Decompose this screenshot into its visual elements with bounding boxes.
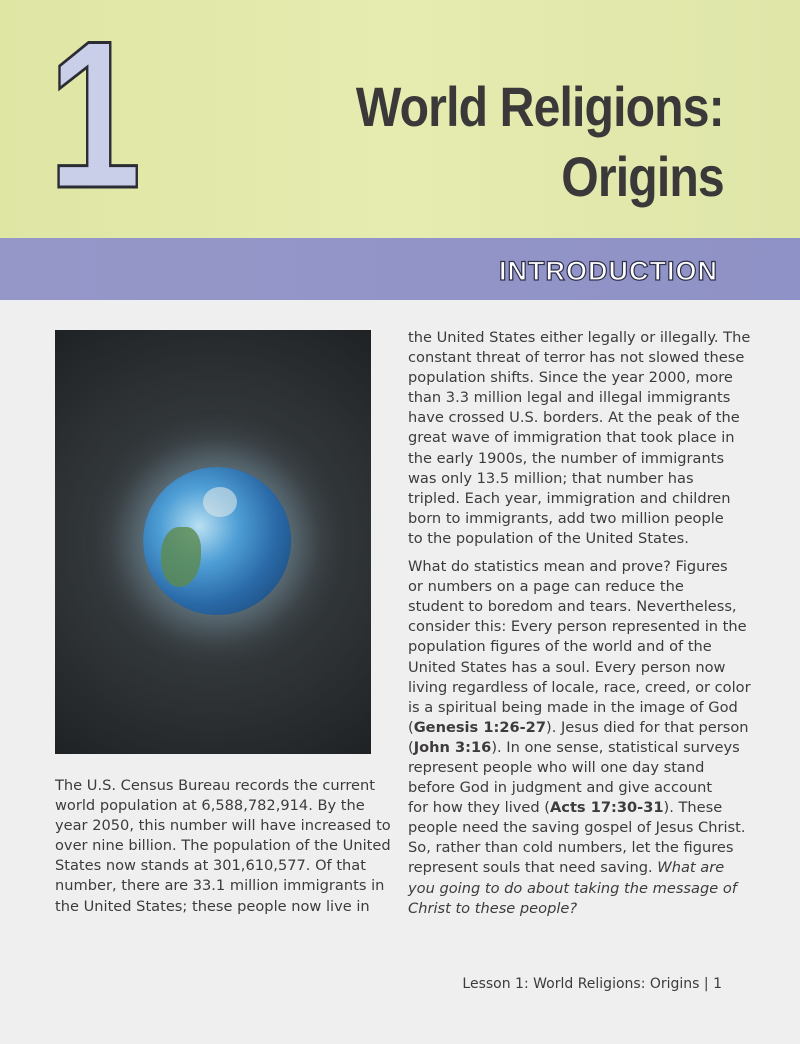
text-segment: have crossed U.S. borders. At the peak of the <box>408 409 740 427</box>
section-heading: INTRODUCTION <box>499 256 718 286</box>
text-segment: What do statistics mean and prove? Figures <box>408 558 728 576</box>
text-segment: population shifts. Since the year 2000, more <box>408 369 733 387</box>
emphasis-text: you going to do about taking the message of <box>408 879 737 897</box>
text-segment: than 3.3 million legal and illegal immigrants <box>408 389 731 407</box>
paragraph <box>408 328 751 549</box>
text-line <box>55 796 391 816</box>
text-line <box>408 388 751 408</box>
cloud-shape <box>203 487 237 517</box>
text-segment: to the population of the United States. <box>408 529 689 547</box>
text-segment: people need the saving gospel of Jesus Christ. <box>408 819 746 837</box>
scripture-reference: John 3:16 <box>413 738 492 756</box>
text-line <box>408 899 751 919</box>
text-line <box>408 858 751 878</box>
text-segment: population figures of the world and of the <box>408 638 712 656</box>
text-line <box>408 428 751 448</box>
text-line <box>408 449 751 469</box>
earth-photo <box>55 330 371 754</box>
text-line <box>408 408 751 428</box>
text-segment: world population at 6,588,782,914. By the <box>55 797 365 815</box>
page-footer: Lesson 1: World Religions: Origins | 1 <box>462 976 722 992</box>
text-line <box>55 856 391 876</box>
text-segment: the early 1900s, the number of immigrants <box>408 449 725 467</box>
text-segment: born to immigrants, add two million people <box>408 509 724 527</box>
text-segment: number, there are 33.1 million immigrants in <box>55 877 385 895</box>
text-segment: the United States either legally or illegally. The <box>408 329 751 346</box>
text-segment: or numbers on a page can reduce the <box>408 578 684 596</box>
text-line <box>408 718 751 738</box>
text-segment: represent people who will one day stand <box>408 758 705 776</box>
text-segment: ). Jesus died for that person <box>546 718 749 736</box>
chapter-title <box>356 72 724 212</box>
text-line <box>55 836 391 856</box>
paragraph <box>55 776 391 917</box>
chapter-number: 1 <box>48 0 142 232</box>
text-line <box>408 577 751 597</box>
text-line <box>408 818 751 838</box>
chapter-header <box>0 0 800 238</box>
text-line <box>408 368 751 388</box>
text-segment: ( <box>408 738 414 756</box>
text-line <box>55 897 391 917</box>
text-segment: represent souls that need saving. <box>408 859 658 877</box>
text-line <box>408 778 751 798</box>
text-line <box>408 489 751 509</box>
text-line <box>408 738 751 758</box>
text-line <box>408 758 751 778</box>
text-line <box>408 637 751 657</box>
text-segment: the United States; these people now live in <box>55 897 370 915</box>
text-line <box>408 328 751 348</box>
text-segment: year 2050, this number will have increased to <box>55 817 391 835</box>
text-line <box>55 876 391 896</box>
text-segment: States now stands at 301,610,577. Of that <box>55 857 366 875</box>
text-line <box>408 509 751 529</box>
text-segment: before God in judgment and give account <box>408 779 713 797</box>
text-line <box>408 348 751 368</box>
text-segment: student to boredom and tears. Nevertheless, <box>408 598 737 616</box>
text-segment: for how they lived ( <box>408 799 551 817</box>
text-segment: living regardless of locale, race, creed, or color <box>408 678 751 696</box>
text-line <box>408 678 751 698</box>
text-segment: ). These <box>663 799 723 817</box>
chapter-title-line: Origins <box>561 145 724 208</box>
continent-shape <box>161 527 201 587</box>
text-segment: The U.S. Census Bureau records the current <box>55 777 376 794</box>
chapter-title-line: World Religions: <box>356 75 724 138</box>
text-segment: was only 13.5 million; that number has <box>408 469 694 487</box>
globe-image <box>143 467 291 615</box>
emphasis-text: Christ to these people? <box>408 899 578 917</box>
text-line <box>408 658 751 678</box>
text-line <box>408 597 751 617</box>
text-segment: consider this: Every person represented in the <box>408 618 747 636</box>
text-line <box>408 617 751 637</box>
left-text-column <box>55 776 391 925</box>
text-line <box>408 529 751 549</box>
right-text-column <box>408 328 751 927</box>
scripture-reference: Acts 17:30-31 <box>550 799 664 817</box>
text-segment: great wave of immigration that took place in <box>408 429 735 447</box>
text-line <box>55 816 391 836</box>
text-line <box>408 838 751 858</box>
text-line <box>408 557 751 577</box>
text-segment: United States has a soul. Every person now <box>408 658 726 676</box>
text-line <box>408 798 751 818</box>
emphasis-text: What are <box>657 859 725 877</box>
text-segment: constant threat of terror has not slowed these <box>408 349 745 367</box>
text-segment: over nine billion. The population of the United <box>55 837 391 855</box>
paragraph <box>408 557 751 919</box>
text-segment: So, rather than cold numbers, let the figures <box>408 839 734 857</box>
text-segment: ). In one sense, statistical surveys <box>491 738 740 756</box>
scripture-reference: Genesis 1:26-27 <box>413 718 546 736</box>
text-line <box>408 879 751 899</box>
text-segment: is a spiritual being made in the image of God <box>408 698 738 716</box>
text-line <box>408 469 751 489</box>
text-segment: ( <box>408 718 414 736</box>
text-line <box>408 698 751 718</box>
text-segment: tripled. Each year, immigration and children <box>408 489 731 507</box>
text-line <box>55 776 391 796</box>
